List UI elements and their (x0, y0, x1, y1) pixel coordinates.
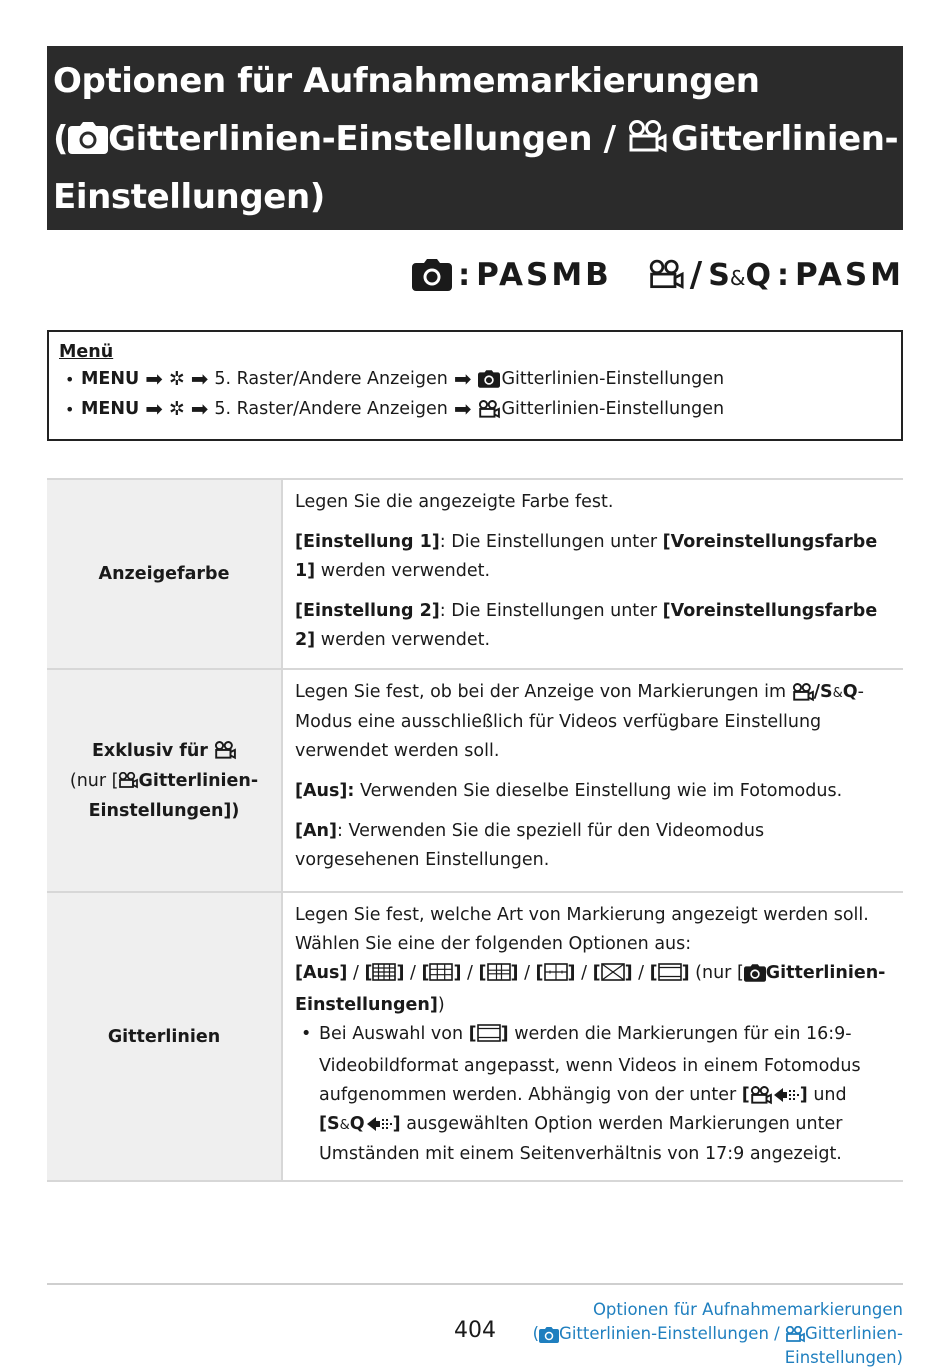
grid-golden-icon (487, 962, 511, 991)
arrow-right-icon: ➡ (145, 367, 163, 391)
menu-path-row (59, 364, 891, 394)
arrow-right-icon: ➡ (453, 397, 472, 421)
grid-scale-icon (544, 962, 568, 991)
option-einstellung-2: [Einstellung 2]: Die Einstellungen unter [Voreinstellungsfarbe 2] werden verwendet. (295, 601, 878, 650)
section-link-line-1: Optionen für Aufnahmemarkierungen (592, 1300, 903, 1319)
grid-diagonal-icon (601, 962, 625, 991)
resolution-icon (774, 1087, 800, 1103)
row-header: Anzeigefarbe (47, 480, 281, 668)
menu-path-row (59, 394, 891, 424)
table-row (47, 670, 903, 893)
video-icon (627, 120, 667, 154)
page-title (47, 46, 903, 230)
video-icon (648, 259, 684, 291)
arrow-right-icon: ➡ (145, 397, 163, 421)
video-icon (118, 772, 138, 789)
video-icon (792, 683, 814, 702)
video-icon (214, 741, 236, 760)
arrow-right-icon: ➡ (190, 397, 209, 421)
mode-colon: : (776, 257, 789, 293)
title-text-a: Gitterlinien-Einstellungen / (108, 119, 628, 159)
title-text-b: Gitterlinien- (671, 119, 899, 159)
menu-keyword: MENU (81, 369, 140, 389)
option-einstellung-1: [Einstellung 1]: Die Einstellungen unter [Voreinstellungsfarbe 1] werden verwendet. (295, 532, 878, 581)
sq-icon: S&Q (327, 1114, 365, 1134)
grid-16-9-icon (477, 1023, 501, 1052)
arrow-right-icon: ➡ (453, 367, 472, 391)
title-line-3: Einstellungen) (53, 177, 325, 217)
mode-colon: : (458, 257, 471, 293)
table-row (47, 480, 903, 670)
sq-icon: S&Q (819, 682, 858, 702)
row-description (281, 670, 903, 891)
grid-thirds-icon (429, 962, 453, 991)
menu-keyword: MENU (81, 399, 140, 419)
sq-q: Q (745, 257, 771, 293)
camera-icon (68, 122, 108, 154)
section-link-line-2: ( Gitterlinien-Einstellungen / Gitterlinien- (532, 1324, 903, 1343)
bullet: • (65, 369, 75, 389)
mode-indicator (412, 252, 904, 298)
title-line-2 (53, 110, 899, 168)
page-number: 404 (454, 1318, 496, 1343)
section-link-line-3: Einstellungen) (784, 1348, 903, 1367)
title-paren: ( (53, 119, 69, 159)
section-link[interactable] (533, 1298, 903, 1370)
row-description (281, 893, 903, 1180)
arrow-right-icon: ➡ (190, 367, 209, 391)
camera-icon (539, 1327, 559, 1343)
camera-icon (744, 964, 766, 982)
menu-target: Gitterlinien-Einstellungen (501, 369, 725, 389)
video-modes: PASM (794, 257, 904, 293)
camera-icon (478, 370, 500, 388)
footer-divider (47, 1283, 903, 1285)
sq-amp: & (729, 265, 746, 290)
menu-target: Gitterlinien-Einstellungen (501, 399, 725, 419)
sq-icon (708, 258, 771, 293)
grid-16-9-icon (658, 962, 682, 991)
title-line-1: Optionen für Aufnahmemarkierungen (53, 61, 760, 101)
description-intro: Legen Sie die angezeigte Farbe fest. (295, 492, 614, 512)
table-row (47, 893, 903, 1182)
gear-icon: ✲ (168, 398, 185, 420)
menu-path: 5. Raster/Andere Anzeigen (214, 369, 448, 389)
option-aus: [Aus]: Verwenden Sie dieselbe Einstellung wie im Fotomodus. (295, 781, 843, 801)
grid-options: [Aus] / [ ] / [ ] / [ ] / [ ] / [ ] / [ ] (nur [ Gitterlinien- Einstellungen]) (295, 963, 886, 1015)
video-icon (750, 1086, 772, 1105)
row-header: Exklusiv für (nur [ Gitterlinien- Einstellungen]) (47, 670, 281, 891)
row-description (281, 480, 903, 668)
menu-path-box (47, 330, 903, 441)
mode-slash: / (689, 255, 703, 295)
menu-path: 5. Raster/Andere Anzeigen (214, 399, 448, 419)
option-an: [An]: Verwenden Sie die speziell für den Videomodus vorgesehenen Einstellungen. (295, 821, 765, 870)
video-icon (478, 400, 500, 419)
description-intro: Legen Sie fest, welche Art von Markierung angezeigt werden soll. Wählen Sie eine der folgenden Optionen aus: (295, 905, 869, 954)
menu-heading: Menü (59, 342, 114, 362)
sq-s: S (708, 257, 730, 293)
photo-modes: PASMB (476, 257, 612, 293)
resolution-icon (367, 1116, 393, 1132)
row-header: Gitterlinien (47, 893, 281, 1180)
settings-table (47, 478, 903, 1182)
video-icon (785, 1326, 805, 1343)
description-intro: Legen Sie fest, ob bei der Anzeige von Markierungen im /S&Q- Modus eine ausschließlich für Videos verfügbare Einstellung verwendet werden soll. (295, 682, 864, 761)
gear-icon: ✲ (168, 368, 185, 390)
bullet: • (65, 399, 75, 419)
camera-icon (412, 259, 452, 291)
grid-3x3-icon (372, 962, 396, 991)
list-item: • Bei Auswahl von [ ] werden die Markierungen für ein 16:9-Videobildformat angepasst, wenn Videos in einem Fotomodus aufgenommen werden. Abhängig von der unter [ ] und [S&Q ] ausgewählten Option werden Markierungen unter Umständen mit einem Seitenverhältnis von 17:9 angezeigt. (301, 1024, 861, 1164)
